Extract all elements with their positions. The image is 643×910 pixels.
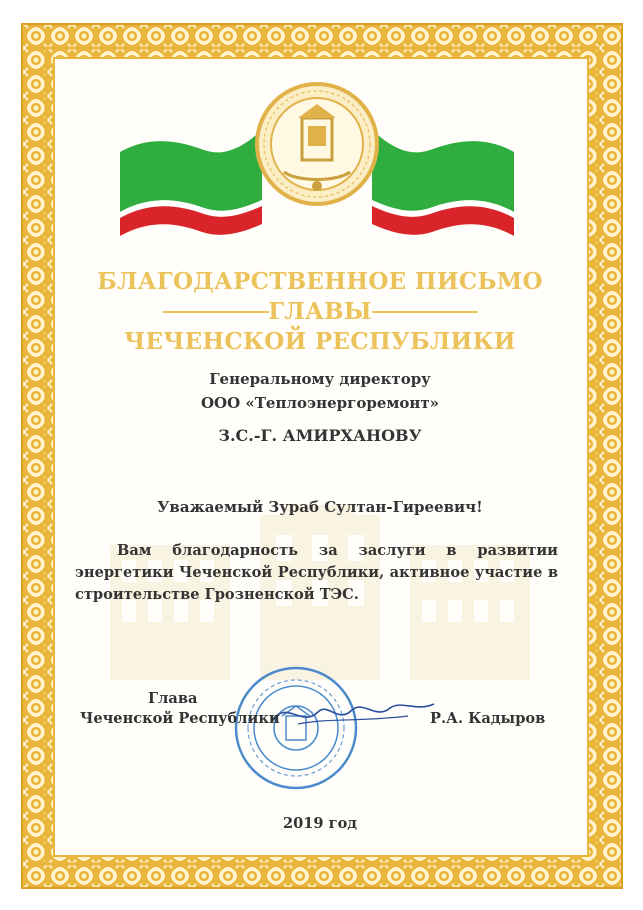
signatory-name: Р.А. Кадыров (430, 710, 546, 727)
body-text: Вам благодарность за заслуги в развитии энергетики Чеченской Республики, активное участие в строительстве Грозненской ТЭС. (75, 542, 558, 603)
handwritten-signature (268, 694, 438, 734)
recipient-company: ООО «Теплоэнергоремонт» (200, 394, 440, 412)
certificate-title-line3: ЧЕЧЕНСКОЙ РЕСПУБЛИКИ (124, 328, 516, 355)
signatory-title-line1: Глава (148, 690, 198, 707)
certificate-title-line1: БЛАГОДАРСТВЕННОЕ ПИСЬМО (97, 268, 543, 295)
signatory-title-line2: Чеченской Республики (80, 710, 280, 727)
flag-ribbon (112, 82, 522, 242)
recipient-position: Генеральному директору (209, 370, 431, 388)
recipient-name: З.С.-Г. АМИРХАНОВУ (218, 426, 422, 445)
issue-year: 2019 год (282, 815, 358, 832)
greeting: Уважаемый Зураб Султан-Гиреевич! (157, 498, 483, 516)
state-emblem (257, 84, 377, 204)
certificate-title-line2: ГЛАВЫ (268, 298, 372, 325)
